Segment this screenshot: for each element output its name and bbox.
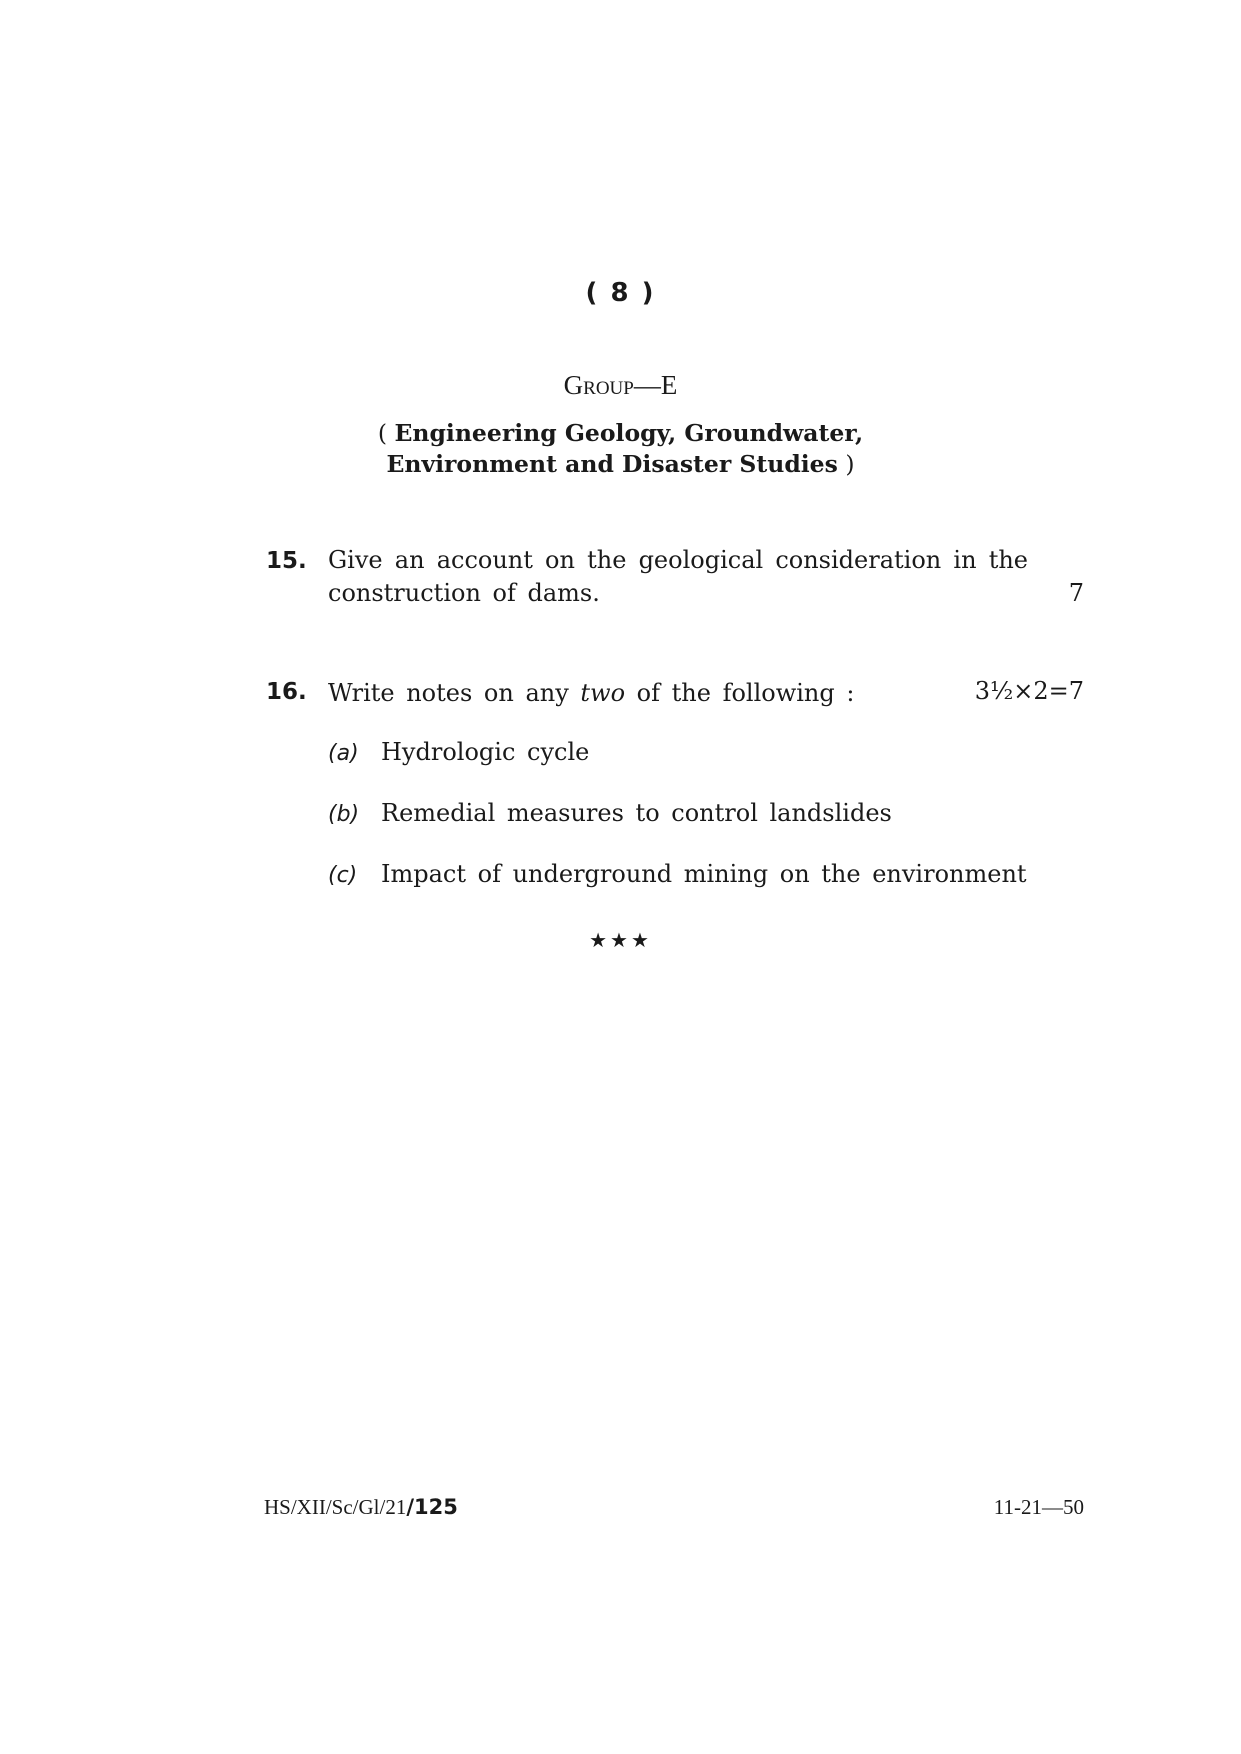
end-stars-marker: ★★★ bbox=[589, 928, 652, 952]
question-16-text bbox=[328, 677, 888, 710]
option-c-text: Impact of underground mining on the environment bbox=[381, 860, 1027, 888]
group-subtitle bbox=[300, 418, 941, 480]
option-c-label: (c) bbox=[328, 863, 358, 888]
footer-code-prefix: HS/XII/Sc/Gl/21 bbox=[264, 1495, 407, 1519]
question-16-marks: 3½×2=7 bbox=[974, 677, 1084, 705]
question-16-text-after: of the following : bbox=[625, 679, 855, 707]
subtitle-text: Engineering Geology, Groundwater, Environment and Disaster Studies bbox=[386, 419, 864, 478]
option-a-text: Hydrologic cycle bbox=[381, 738, 590, 766]
subtitle-close-paren: ) bbox=[837, 450, 855, 478]
option-a-label: (a) bbox=[328, 741, 359, 766]
footer-code-bold: /125 bbox=[406, 1495, 458, 1519]
group-title: Group—E bbox=[563, 370, 678, 400]
question-16-number: 16. bbox=[266, 679, 307, 705]
question-15-text: Give an account on the geological consideration in the construction of dams. bbox=[328, 546, 1028, 607]
question-15-number: 15. bbox=[266, 548, 307, 574]
question-15-marks: 7 bbox=[1068, 579, 1084, 607]
option-b-label: (b) bbox=[328, 802, 360, 827]
footer-paper-code bbox=[264, 1495, 458, 1520]
question-16-text-emphasis: two bbox=[580, 679, 626, 707]
subtitle-open-paren: ( bbox=[377, 419, 395, 447]
question-16-text-before: Write notes on any bbox=[328, 679, 581, 707]
option-b-text: Remedial measures to control landslides bbox=[381, 799, 892, 827]
footer-print-code: 11-21—50 bbox=[993, 1495, 1084, 1519]
page-number: ( 8 ) bbox=[585, 278, 656, 308]
